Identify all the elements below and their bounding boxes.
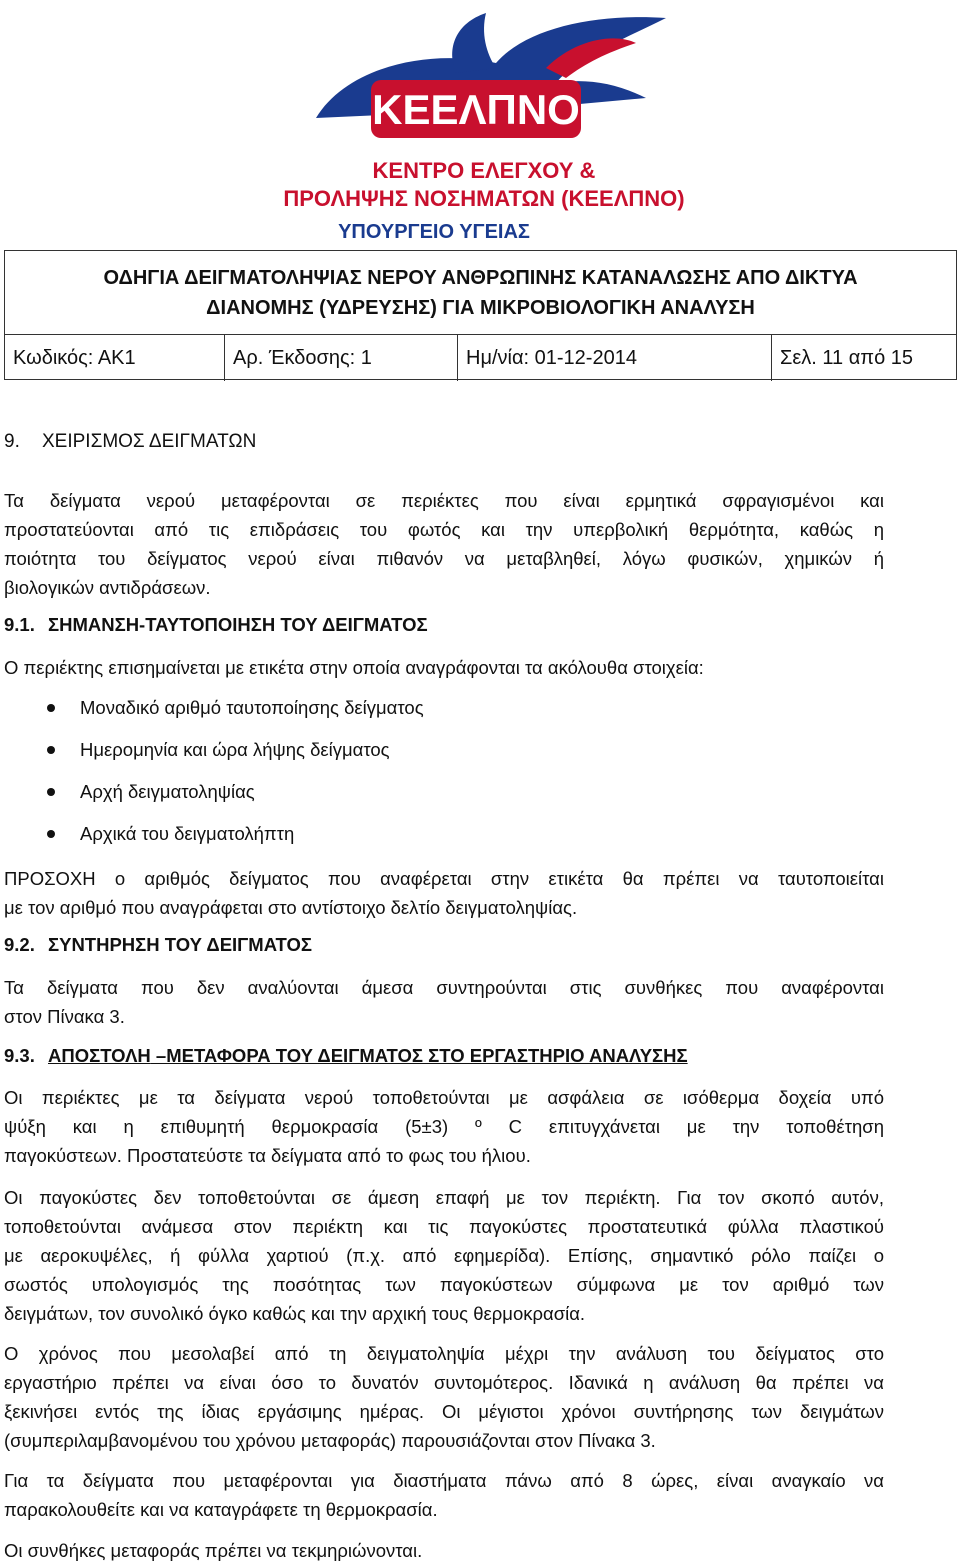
text-line: βιολογικών αντιδράσεων. (4, 577, 211, 598)
text-line: σωστός υπολογισμός της ποσότητας των παγοκύστεων σύμφωνα με τον αριθμό των (4, 1274, 884, 1295)
subsection-heading-9-1 (4, 614, 428, 636)
list-item: Ημερομηνία και ώρα λήψης δείγματος (0, 735, 424, 777)
text-line: Ο χρόνος που μεσολαβεί από τη δειγματοληψία μέχρι την ανάλυση του δείγματος στο (4, 1343, 884, 1364)
transport-paragraph-3 (4, 1339, 884, 1455)
document-header-table (4, 250, 957, 380)
subsection-number: 9.1. (4, 614, 35, 635)
transport-paragraph-2 (4, 1183, 884, 1328)
text-line: Οι παγοκύστες δεν τοποθετούνται σε άμεση επαφή με τον περιέκτη. Για τον σκοπό αυτόν, (4, 1187, 884, 1208)
text-line: Οι συνθήκες μεταφοράς πρέπει να τεκμηριώνονται. (4, 1540, 423, 1561)
transport-paragraph-5 (4, 1536, 884, 1565)
text-line: ΠΡΟΣΟΧΗ ο αριθμός δείγματος που αναφέρεται στην ετικέτα θα πρέπει να ταυτοποιείται (4, 868, 884, 889)
text-line: Οι περιέκτες με τα δείγματα νερού τοποθετούνται με ασφάλεια σε ισόθερμα δοχεία υπό (4, 1087, 884, 1108)
text-line: ποιότητα του δείγματος νερού είναι πιθανόν να μεταβληθεί, λόγω φυσικών, χημικών ή (4, 548, 884, 569)
label-items-list (0, 693, 424, 861)
document-title (5, 251, 956, 335)
text-line: με τον αριθμό που αναγράφεται στο αντίστοιχο δελτίο δειγματοληψίας. (4, 897, 578, 918)
subsection-title (48, 1045, 688, 1066)
list-item: Αρχικά του δειγματολήπτη (0, 819, 424, 861)
subsection-title: ΣΥΝΤΗΡΗΣΗ ΤΟΥ ΔΕΙΓΜΑΤΟΣ (48, 934, 312, 955)
text-line: εργαστήριο πρέπει να είναι όσο το δυνατόν συντομότερος. Ιδανικά η ανάλυση θα πρέπει να (4, 1372, 884, 1393)
document-date: Ημ/νία: 01-12-2014 (458, 335, 772, 381)
section-heading (4, 431, 256, 453)
text-line: τοποθετούνται ανάμεσα στον περιέκτη και τις παγοκύστες προστατευτικά φύλλα πλαστικού (4, 1216, 884, 1237)
subsection-heading-9-2 (4, 934, 312, 956)
text-line: παρακολουθείτε και να καταγράφετε τη θερμοκρασία. (4, 1499, 438, 1520)
transport-paragraph-1 (4, 1083, 884, 1170)
text-line: Τα δείγματα νερού μεταφέρονται σε περιέκτες που είναι ερμητικά σφραγισμένοι και (4, 490, 884, 511)
svg-text:ΠΡΟΛΗΨΗΣ ΝΟΣΗΜΑΤΩΝ (ΚΕΕΛΠΝΟ): ΠΡΟΛΗΨΗΣ ΝΟΣΗΜΑΤΩΝ (ΚΕΕΛΠΝΟ) (283, 186, 685, 211)
preservation-paragraph (4, 973, 884, 1031)
subsection-title-prefix: ΑΠΟΣΤΟΛΗ (48, 1045, 151, 1066)
section-intro-paragraph (4, 486, 884, 602)
svg-text:ΚΕΝΤΡΟ ΕΛΕΓΧΟΥ &: ΚΕΝΤΡΟ ΕΛΕΓΧΟΥ & (372, 158, 596, 183)
text-line: προστατεύονται από τις επιδράσεις του φωτός και την υπερβολική θερμότητα, καθώς η (4, 519, 884, 540)
text-line: παγοκύστεων. Προστατεύστε τα δείγματα από το φως του ήλιου. (4, 1145, 531, 1166)
subsection-heading-9-3 (4, 1045, 688, 1067)
text-line: Για τα δείγματα που μεταφέρονται για διαστήματα πάνω από 8 ώρες, είναι αναγκαίο να (4, 1470, 884, 1491)
list-item: Αρχή δειγματοληψίας (0, 777, 424, 819)
document-edition: Αρ. Έκδοσης: 1 (225, 335, 458, 381)
text-line: (συμπεριλαμβανομένου του χρόνου μεταφοράς) παρουσιάζονται στον Πίνακα 3. (4, 1430, 656, 1451)
text-line: Τα δείγματα που δεν αναλύονται άμεσα συντηρούνται στις συνθήκες που αναφέρονται (4, 977, 884, 998)
label-intro-paragraph (4, 653, 884, 682)
section-number: 9. (4, 431, 20, 452)
subsection-title-rest: –ΜΕΤΑΦΟΡΑ ΤΟΥ ΔΕΙΓΜΑΤΟΣ ΣΤΟ ΕΡΓΑΣΤΗΡΙΟ ΑΝΑΛΥΣΗΣ (150, 1045, 688, 1066)
text-line: ψύξη και η επιθυμητή θερμοκρασία (5±3) º C επιτυγχάνεται με την τοποθέτηση (4, 1116, 884, 1137)
keelpno-logo (196, 8, 764, 244)
document-code: Κωδικός: ΑΚ1 (5, 335, 225, 381)
text-line: Ο περιέκτης επισημαίνεται με ετικέτα στην οποία αναγράφονται τα ακόλουθα στοιχεία: (4, 657, 704, 678)
page-number: Σελ. 11 από 15 (780, 347, 913, 369)
text-line: δειγμάτων, τον συνολικό όγκο καθώς και την αρχική τους θερμοκρασία. (4, 1303, 586, 1324)
transport-paragraph-4 (4, 1466, 884, 1524)
keelpno-logo-graphic (196, 8, 764, 244)
svg-text:ΚΕΕΛΠΝΟ: ΚΕΕΛΠΝΟ (372, 86, 580, 133)
svg-text:ΥΠΟΥΡΓΕΙΟ ΥΓΕΙΑΣ: ΥΠΟΥΡΓΕΙΟ ΥΓΕΙΑΣ (338, 221, 530, 243)
text-line: με αεροκυψέλες, ή φύλλα χαρτιού (π.χ. από εφημερίδα). Επίσης, σημαντικό ρόλο παίζει ο (4, 1245, 884, 1266)
document-title-line1: ΟΔΗΓΙΑ ΔΕΙΓΜΑΤΟΛΗΨΙΑΣ ΝΕΡΟΥ ΑΝΘΡΩΠΙΝΗΣ ΚΑΤΑΝΑΛΩΣΗΣ ΑΠΟ ΔΙΚΤΥΑ (103, 267, 858, 289)
text-line: ξεκινήσει εντός της ίδιας εργάσιμης ημέρας. Οι μέγιστοι χρόνοι συντήρησης των δειγμάτων (4, 1401, 884, 1422)
document-title-line2: ΔΙΑΝΟΜΗΣ (ΥΔΡΕΥΣΗΣ) ΓΙΑ ΜΙΚΡΟΒΙΟΛΟΓΙΚΗ ΑΝΑΛΥΣΗ (206, 297, 755, 319)
text-line: στον Πίνακα 3. (4, 1006, 125, 1027)
subsection-number: 9.3. (4, 1045, 35, 1066)
list-item: Μοναδικό αριθμό ταυτοποίησης δείγματος (0, 693, 424, 735)
subsection-number: 9.2. (4, 934, 35, 955)
attention-paragraph (4, 864, 884, 922)
subsection-title: ΣΗΜΑΝΣΗ-ΤΑΥΤΟΠΟΙΗΣΗ ΤΟΥ ΔΕΙΓΜΑΤΟΣ (48, 614, 428, 635)
section-title: ΧΕΙΡΙΣΜΟΣ ΔΕΙΓΜΑΤΩΝ (42, 431, 257, 452)
